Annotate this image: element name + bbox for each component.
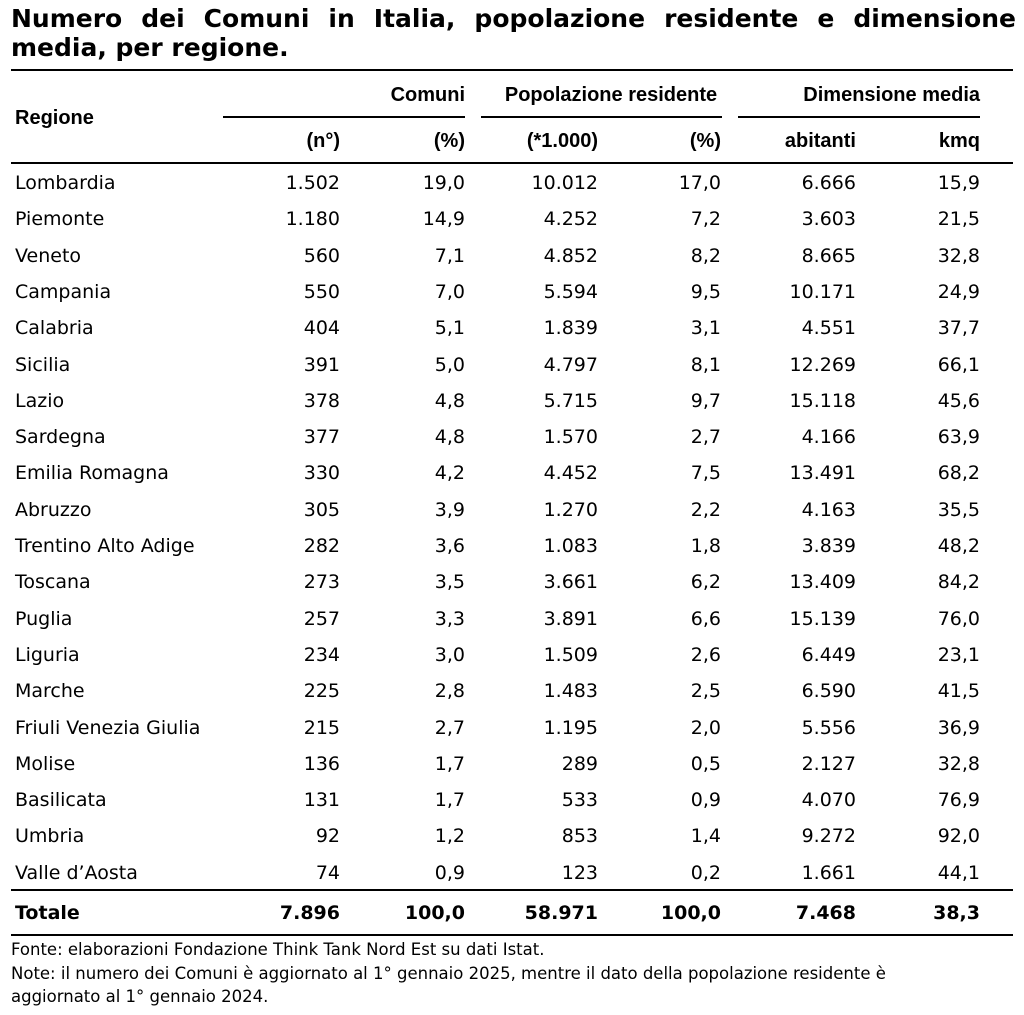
cell-pop: 1.483: [543, 680, 598, 702]
cell-regione: Piemonte: [15, 208, 105, 230]
subheader-pop: (*1.000): [526, 130, 598, 152]
cell-abitanti: 4.551: [801, 317, 856, 339]
cell-regione: Calabria: [15, 317, 94, 339]
cell-pct: 3,0: [434, 644, 465, 666]
cell-pop: 1.509: [543, 644, 598, 666]
cell-kmq: 24,9: [937, 281, 980, 303]
total-pct: 100,0: [404, 902, 465, 924]
cell-regione: Valle d’Aosta: [15, 862, 138, 884]
cell-pop-pct: 2,7: [690, 426, 721, 448]
cell-abitanti: 5.556: [801, 717, 856, 739]
cell-regione: Abruzzo: [15, 499, 92, 521]
source-note: Fonte: elaborazioni Fondazione Think Tank Nord Est su dati Istat.: [11, 940, 545, 959]
header-regione: Regione: [15, 107, 94, 129]
group-rule-popolazione: [481, 116, 722, 118]
cell-pct: 0,9: [434, 862, 465, 884]
cell-n: 215: [303, 717, 340, 739]
cell-n: 257: [303, 608, 340, 630]
cell-pct: 14,9: [422, 208, 465, 230]
cell-pop-pct: 9,5: [690, 281, 721, 303]
cell-regione: Emilia Romagna: [15, 462, 169, 484]
cell-kmq: 23,1: [937, 644, 980, 666]
cell-regione: Marche: [15, 680, 85, 702]
cell-pop: 4.452: [543, 462, 598, 484]
cell-pop-pct: 2,5: [690, 680, 721, 702]
cell-abitanti: 1.661: [801, 862, 856, 884]
cell-pop: 533: [561, 789, 598, 811]
cell-n: 234: [303, 644, 340, 666]
cell-regione: Umbria: [15, 825, 85, 847]
cell-pop: 1.570: [543, 426, 598, 448]
group-rule-dimensione: [738, 116, 980, 118]
cell-pop: 4.852: [543, 245, 598, 267]
header-group-comuni: Comuni: [390, 84, 465, 106]
cell-regione: Veneto: [15, 245, 82, 267]
cell-pop: 3.661: [543, 571, 598, 593]
cell-pop: 853: [561, 825, 598, 847]
cell-pop-pct: 6,2: [690, 571, 721, 593]
cell-kmq: 35,5: [937, 499, 980, 521]
subheader-n: (n°): [306, 130, 340, 152]
cell-pct: 1,2: [434, 825, 465, 847]
cell-abitanti: 15.118: [789, 390, 856, 412]
cell-pop: 5.715: [543, 390, 598, 412]
cell-abitanti: 2.127: [801, 753, 856, 775]
cell-kmq: 92,0: [937, 825, 980, 847]
cell-pop-pct: 3,1: [690, 317, 721, 339]
cell-pct: 2,7: [434, 717, 465, 739]
cell-regione: Sicilia: [15, 354, 71, 376]
cell-regione: Puglia: [15, 608, 73, 630]
cell-n: 391: [303, 354, 340, 376]
cell-abitanti: 15.139: [789, 608, 856, 630]
cell-kmq: 44,1: [937, 862, 980, 884]
cell-kmq: 37,7: [937, 317, 980, 339]
cell-pop: 1.195: [543, 717, 598, 739]
cell-regione: Sardegna: [15, 426, 106, 448]
cell-kmq: 41,5: [937, 680, 980, 702]
cell-n: 305: [303, 499, 340, 521]
header-group-popolazione: Popolazione residente: [504, 84, 718, 106]
total-kmq: 38,3: [933, 902, 980, 924]
cell-abitanti: 8.665: [801, 245, 856, 267]
cell-n: 282: [303, 535, 340, 557]
cell-pop: 4.252: [543, 208, 598, 230]
bottom-rule: [11, 934, 1013, 936]
cell-n: 225: [303, 680, 340, 702]
cell-pop-pct: 0,2: [690, 862, 721, 884]
cell-pop: 3.891: [543, 608, 598, 630]
table-title: Numero dei Comuni in Italia, popolazione residente e dimensione media, per regione.: [11, 4, 1016, 62]
subheader-pct: (%): [433, 130, 465, 152]
subheader-abitanti: abitanti: [784, 130, 856, 152]
subheader-pop-pct: (%): [689, 130, 721, 152]
cell-pop-pct: 8,1: [690, 354, 721, 376]
cell-kmq: 63,9: [937, 426, 980, 448]
cell-abitanti: 4.166: [801, 426, 856, 448]
total-rule: [11, 889, 1013, 891]
note-line-2: aggiornato al 1° gennaio 2024.: [11, 987, 269, 1006]
cell-kmq: 32,8: [937, 753, 980, 775]
cell-pop-pct: 8,2: [690, 245, 721, 267]
cell-abitanti: 10.171: [789, 281, 856, 303]
cell-regione: Campania: [15, 281, 112, 303]
cell-kmq: 15,9: [937, 172, 980, 194]
cell-n: 377: [303, 426, 340, 448]
cell-kmq: 48,2: [937, 535, 980, 557]
cell-regione: Lombardia: [15, 172, 116, 194]
cell-pop-pct: 7,2: [690, 208, 721, 230]
cell-pop-pct: 0,5: [690, 753, 721, 775]
cell-abitanti: 12.269: [789, 354, 856, 376]
cell-abitanti: 13.491: [789, 462, 856, 484]
cell-abitanti: 4.163: [801, 499, 856, 521]
cell-abitanti: 13.409: [789, 571, 856, 593]
cell-pct: 7,1: [434, 245, 465, 267]
cell-kmq: 32,8: [937, 245, 980, 267]
cell-pop: 10.012: [531, 172, 598, 194]
total-pop: 58.971: [524, 902, 598, 924]
cell-pct: 3,6: [434, 535, 465, 557]
cell-kmq: 76,0: [937, 608, 980, 630]
cell-abitanti: 6.666: [801, 172, 856, 194]
group-rule-comuni: [223, 116, 465, 118]
cell-pct: 2,8: [434, 680, 465, 702]
cell-n: 273: [303, 571, 340, 593]
note-line-1: Note: il numero dei Comuni è aggiornato al 1° gennaio 2025, mentre il dato della popolazione residente è: [11, 964, 886, 983]
cell-kmq: 84,2: [937, 571, 980, 593]
subheader-kmq: kmq: [938, 130, 980, 152]
cell-kmq: 66,1: [937, 354, 980, 376]
cell-pop: 5.594: [543, 281, 598, 303]
cell-pop-pct: 2,2: [690, 499, 721, 521]
cell-pop-pct: 0,9: [690, 789, 721, 811]
cell-n: 1.180: [285, 208, 340, 230]
cell-pop: 1.270: [543, 499, 598, 521]
cell-pct: 5,1: [434, 317, 465, 339]
cell-pct: 7,0: [434, 281, 465, 303]
header-rule: [11, 162, 1013, 164]
cell-regione: Trentino Alto Adige: [15, 535, 195, 557]
cell-pop: 1.083: [543, 535, 598, 557]
cell-pct: 5,0: [434, 354, 465, 376]
cell-kmq: 76,9: [937, 789, 980, 811]
cell-pop-pct: 7,5: [690, 462, 721, 484]
cell-regione: Lazio: [15, 390, 65, 412]
cell-abitanti: 6.590: [801, 680, 856, 702]
cell-pct: 4,8: [434, 390, 465, 412]
cell-n: 136: [303, 753, 340, 775]
cell-abitanti: 9.272: [801, 825, 856, 847]
cell-pop-pct: 1,4: [690, 825, 721, 847]
cell-pop-pct: 2,6: [690, 644, 721, 666]
cell-kmq: 45,6: [937, 390, 980, 412]
cell-pop: 1.839: [543, 317, 598, 339]
cell-abitanti: 6.449: [801, 644, 856, 666]
cell-pct: 3,9: [434, 499, 465, 521]
cell-pct: 1,7: [434, 789, 465, 811]
cell-pop: 289: [561, 753, 598, 775]
cell-regione: Molise: [15, 753, 76, 775]
cell-kmq: 36,9: [937, 717, 980, 739]
cell-pct: 4,8: [434, 426, 465, 448]
cell-abitanti: 3.839: [801, 535, 856, 557]
header-group-dimensione: Dimensione media: [803, 84, 980, 106]
cell-n: 131: [303, 789, 340, 811]
cell-n: 92: [315, 825, 340, 847]
cell-pct: 4,2: [434, 462, 465, 484]
cell-n: 404: [303, 317, 340, 339]
total-pop-pct: 100,0: [660, 902, 721, 924]
cell-kmq: 68,2: [937, 462, 980, 484]
total-n: 7.896: [279, 902, 340, 924]
total-label: Totale: [15, 902, 80, 924]
top-rule: [11, 69, 1013, 71]
cell-pop-pct: 9,7: [690, 390, 721, 412]
cell-n: 378: [303, 390, 340, 412]
cell-pop-pct: 1,8: [690, 535, 721, 557]
cell-n: 74: [315, 862, 340, 884]
cell-abitanti: 4.070: [801, 789, 856, 811]
cell-regione: Liguria: [15, 644, 80, 666]
cell-n: 1.502: [285, 172, 340, 194]
cell-pct: 1,7: [434, 753, 465, 775]
cell-pct: 3,3: [434, 608, 465, 630]
cell-pct: 3,5: [434, 571, 465, 593]
cell-regione: Toscana: [15, 571, 91, 593]
cell-n: 550: [303, 281, 340, 303]
cell-pct: 19,0: [422, 172, 465, 194]
total-abitanti: 7.468: [795, 902, 856, 924]
cell-abitanti: 3.603: [801, 208, 856, 230]
cell-n: 560: [303, 245, 340, 267]
cell-regione: Basilicata: [15, 789, 107, 811]
cell-kmq: 21,5: [937, 208, 980, 230]
cell-pop: 123: [561, 862, 598, 884]
cell-pop-pct: 6,6: [690, 608, 721, 630]
cell-regione: Friuli Venezia Giulia: [15, 717, 201, 739]
cell-pop-pct: 2,0: [690, 717, 721, 739]
cell-n: 330: [303, 462, 340, 484]
cell-pop-pct: 17,0: [678, 172, 721, 194]
cell-pop: 4.797: [543, 354, 598, 376]
